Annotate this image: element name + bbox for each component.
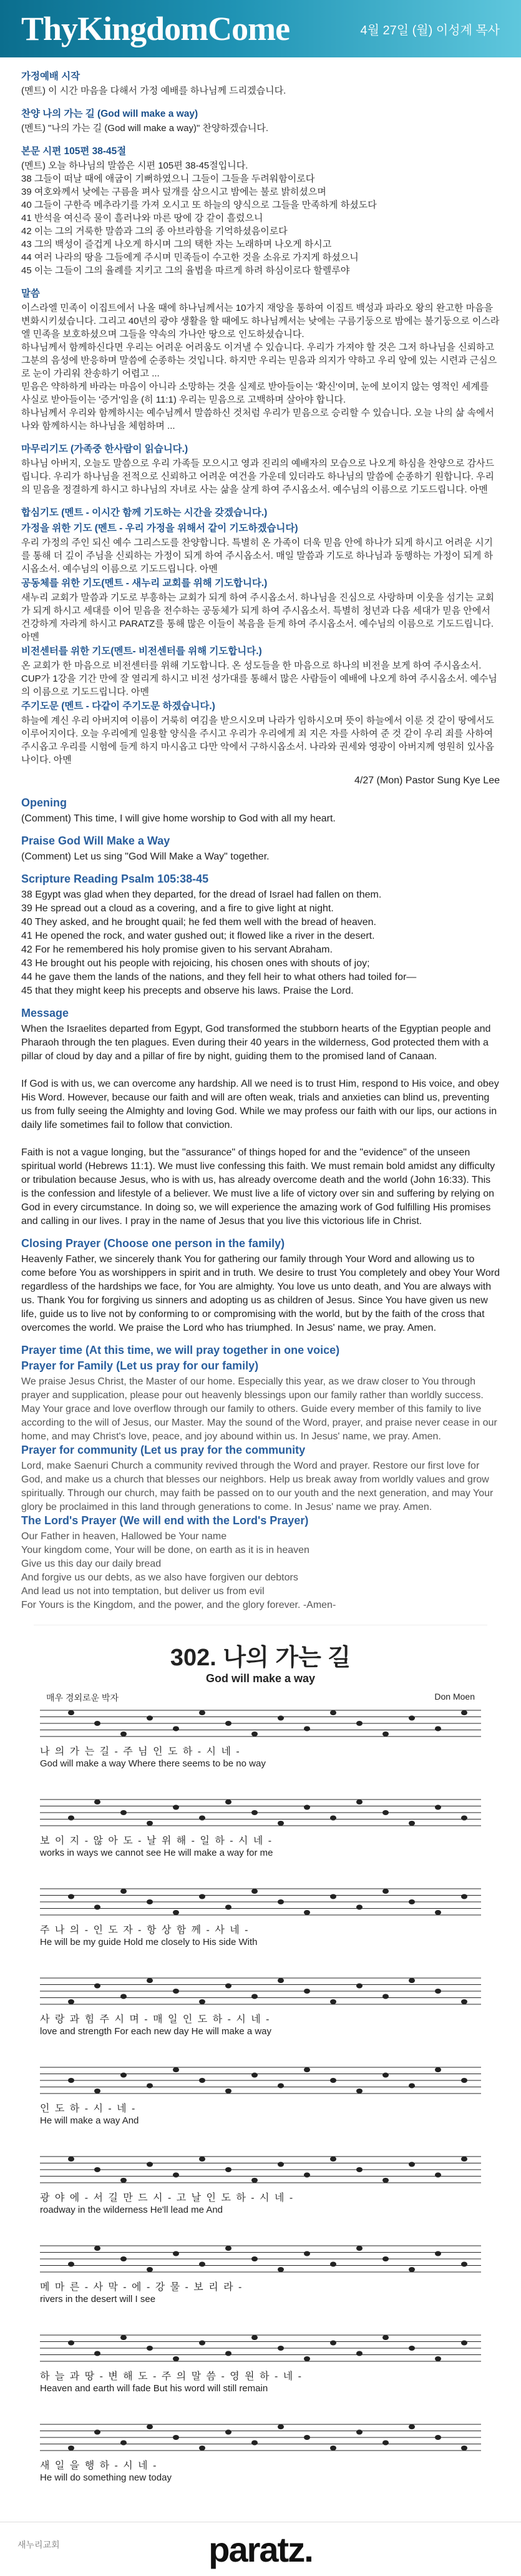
ko-community-prayer-title: 공동체를 위한 기도(멘트 - 새누리 교회를 위해 기도합니다.)	[21, 578, 268, 589]
en-praise	[21, 835, 500, 864]
note-head	[94, 2167, 100, 2172]
note-head	[330, 2157, 336, 2162]
note-head	[120, 2073, 127, 2078]
note-head	[461, 1710, 467, 1715]
lyric-english: love and strength For each new day He will make a way	[40, 2026, 272, 2037]
staff-svg	[40, 1886, 481, 1917]
header-banner	[0, 0, 521, 57]
church-logo: 새누리교회	[17, 2540, 60, 2550]
staff-system	[40, 2333, 481, 2422]
staff-svg	[40, 2333, 481, 2364]
note-head	[68, 1710, 74, 1715]
ko-praise	[21, 106, 500, 135]
note-head	[356, 1905, 363, 1910]
en-lords-prayer-title: The Lord's Prayer (We will end with the Lord's Prayer)	[21, 1514, 309, 1527]
note-head	[173, 2067, 179, 2072]
hymn-subtitle: God will make a way	[205, 1672, 316, 1685]
pastor-signature: 4/27 (Mon) Pastor Sung Kye Lee	[354, 775, 500, 786]
note-head	[330, 2078, 336, 2083]
note-head	[147, 2346, 153, 2351]
ko-prayer-text: 하나님 아버지, 오늘도 말씀으로 우리 가족들 모으시고 영과 진리의 예배자의 모습으로 나오게 하심을 찬양으로 감사드립니다. 우리가 하나님을 전적으로 신뢰하고 어려운 여건을 가운데 있더라도 하나님의 말씀에 순종하기 원합니다. 우리의 믿음을 정결하게 하시고 하나님의 자녀로 사는 삶을 살게 하여 주시옵소서. 예수님의 이름으로 기도드립니다. 아멘	[21, 458, 495, 495]
en-community-prayer-text: Lord, make Saenuri Church a community revived through the Word and prayer. Restore our first love for God, and make us a church that blesses our neighbors. Help us break away from worldly values and grow spiritually. Through our church, may faith be passed on to our youth and the next generation, and may Your glory be proclaimed in this land through generations to come. In Jesus' name we pray. Amen.	[21, 1461, 494, 1512]
staff-svg	[40, 1797, 481, 1828]
note-head	[382, 1994, 389, 1999]
ko-opening-text: (멘트) 이 시간 마음을 다해서 가정 예배를 하나님께 드리겠습니다.	[21, 86, 286, 96]
note-head	[120, 1731, 127, 1736]
note-head	[461, 2262, 467, 2267]
en-scripture-text: 38 Egypt was glad when they departed, for the dread of Israel had fallen on them. 39 He spread out a cloud as a covering, and a fire to give light at night. 40 They asked, and he brought quail; he fed them well with the bread of heaven. 41 He opened the rock, and water gushed out; it flowed like a river in the desert. 42 For he remembered his holy promise given to his servant Abraham. 43 He brought out his people with rejoicing, his chosen ones with shouts of joy; 44 he gave them the lands of the nations, and they fell heir to what others had toiled for— 45 that they might keep his precepts and observe his laws. Praise the Lord.	[21, 889, 417, 996]
ko-prayer	[21, 441, 500, 496]
staff-svg	[40, 1976, 481, 2007]
note-head	[251, 1889, 258, 1894]
note-head	[409, 2346, 415, 2351]
note-head	[199, 2341, 205, 2346]
ko-praise-title: 찬양 나의 가는 길 (God will make a way)	[21, 109, 198, 119]
en-opening-text: (Comment) This time, I will give home worship to God with all my heart.	[21, 813, 336, 824]
paratz-brand: paratz.	[208, 2529, 313, 2569]
note-head	[435, 1726, 441, 1731]
note-head	[68, 2446, 74, 2451]
ko-opening-title: 가정예배 시작	[21, 71, 80, 82]
note-head	[278, 1899, 284, 1904]
note-head	[409, 1899, 415, 1904]
note-head	[251, 1994, 258, 1999]
note-head	[435, 2435, 441, 2440]
note-head	[120, 2178, 127, 2183]
note-head	[382, 1810, 389, 1815]
staff-svg	[40, 2065, 481, 2096]
note-head	[435, 1989, 441, 1994]
note-head	[356, 2246, 363, 2251]
note-head	[304, 1989, 310, 1994]
lyric-korean: 메 마 른 - 사 막 - 에 - 강 물 - 보 리 라 -	[40, 2282, 243, 2293]
note-head	[147, 1978, 153, 1983]
note-head	[278, 2424, 284, 2429]
lyric-korean: 주 나 의 - 인 도 자 - 항 상 함 께 - 사 네 -	[40, 1925, 250, 1936]
note-head	[461, 2157, 467, 2162]
lyric-english: He will be my guide Hold me closely to His side With	[40, 1937, 258, 1947]
note-head	[68, 1999, 74, 2004]
site-title: ThyKingdomCome	[21, 10, 290, 47]
en-message	[21, 1007, 500, 1228]
note-head	[68, 1816, 74, 1821]
en-closing-title: Closing Prayer (Choose one person in the family)	[21, 1237, 285, 1250]
note-head	[356, 1984, 363, 1989]
note-head	[225, 2246, 231, 2251]
note-head	[199, 2446, 205, 2451]
note-head	[409, 2162, 415, 2167]
note-head	[278, 1978, 284, 1983]
note-head	[409, 1821, 415, 1826]
note-head	[251, 2441, 258, 2446]
lyric-korean: 하 늘 과 땅 - 변 해 도 - 주 의 말 씀 - 영 원 하 - 네 -	[40, 2371, 303, 2382]
note-head	[251, 2178, 258, 2183]
note-head	[147, 2084, 153, 2089]
note-head	[330, 1999, 336, 2004]
en-family-prayer-title: Prayer for Family (Let us pray for our family)	[21, 1359, 259, 1372]
note-head	[304, 1726, 310, 1731]
note-head	[356, 1800, 363, 1805]
ko-message-title: 말씀	[21, 288, 40, 299]
en-praise-text: (Comment) Let us sing "God Will Make a Way" together.	[21, 851, 270, 862]
ko-praise-text: (멘트) "나의 가는 길 (God will make a way)" 찬양하겠습니다.	[21, 123, 269, 134]
en-opening	[21, 796, 500, 826]
lyric-korean: 인 도 하 - 시 - 네 -	[40, 2103, 137, 2114]
en-closing	[21, 1237, 500, 1335]
ko-message-text: 이스라엘 민족이 이집트에서 나올 때에 하나님께서는 10가지 재앙을 통하여 이집트 백성과 파라오 왕의 완고한 마음을 변화시키셨습니다. 그리고 40년의 광야 생활을 할 때에도 하나님께서는 낮에는 구름기둥으로 밤에는 불기둥으로 이스라엘 민족을 보호하셨으며 그들을 약속의 가나안 땅으로 인도하셨습니다. 하나님께서 함께하신다면 우리는 어려운 어려움도 이겨낼 수 있습니다. 우리가 가져야 할 것은 그저 하나님을 신뢰하고 그분의 음성에 반응하며 말씀에 순종하는 것입니다. 하지만 우리는 믿음과 의지가 약하고 우리 앞에 있는 시련과 근심으로 눈이 가리워 찬송하기 어렵고 ... 믿음은 약하하게 바라는 마음이 아니라 소망하는 것을 실제로 받아들이는 '확신'이며, 눈에 보이지 않는 영적인 세계를 사실로 받아들이는 '증거'임을 (히 11:1) 우리는 믿음으로 고백하며 살아야 합니다. 하나님께서 우리와 함께하시는 예수님께서 말씀하신 것처럼 우리가 믿음으로 승리할 수 있습니다. 오늘 나의 삶 속에서 나와 함께하시는 하나님을 체험하며 ...	[21, 303, 500, 431]
note-head	[435, 1805, 441, 1810]
note-head	[435, 2356, 441, 2361]
note-head	[120, 1889, 127, 1894]
ko-scripture-text: (멘트) 오늘 하나님의 말씀은 시편 105편 38-45절입니다. 38 그들이 떠날 때에 애굽이 기뻐하였으니 그들이 그들을 두려워함이로다 39 여호와께서 낮에는 구름을 펴사 덮개를 삼으시고 밤에는 불로 밝히셨으며 40 그들이 구한즉 메추라기를 가져 오시고 또 하늘의 양식으로 그들을 만족하게 하셨도다 41 반석을 여신즉 물이 흘러나와 마른 땅에 강 같이 흘렀으니 42 이는 그의 거룩한 말씀과 그의 종 아브라함을 기억하셨음이로다 43 그의 백성이 즐겁게 나오게 하시며 그의 택한 자는 노래하며 나오게 하시고 44 여러 나라의 땅을 그들에게 주시며 민족들이 수고한 것을 소유로 가지게 하셨으니 45 이는 그들이 그의 율례를 지키고 그의 율법을 따르게 하려 하심이로다 할렐루야	[21, 160, 377, 276]
note-head	[435, 2173, 441, 2178]
note-head	[278, 2346, 284, 2351]
note-head	[173, 2435, 179, 2440]
ko-opening	[21, 69, 500, 97]
note-head	[382, 1889, 389, 1894]
note-head	[278, 2084, 284, 2089]
staff-system	[40, 2243, 481, 2333]
en-together-title: Prayer time (At this time, we will pray together in one voice)	[21, 1344, 340, 1356]
ko-community-prayer-text: 새누리 교회가 말씀과 기도로 부흥하는 교회가 되게 하여 주시옵소서. 하나님을 진심으로 사랑하며 이웃을 섬기는 교회가 되게 하시고 세대를 이어 믿음을 전수하는 공동체가 되게 하여 주시옵소서. 특별히 청년과 다음 세대가 믿음 안에서 건강하게 자라게 하시고 PARATZ를 통해 많은 이들이 복음을 듣게 하여 주시옵소서. 예수님의 이름으로 기도드립니다. 아멘	[21, 592, 495, 642]
note-head	[94, 2430, 100, 2435]
ko-scripture	[21, 144, 500, 277]
en-lords-prayer-text: Our Father in heaven, Hallowed be Your name Your kingdom come, Your will be done, on earth as it is in heaven Give us this day our daily bread And forgive us our debts, as we also have forgiven our debtors And lead us not into temptation, but deliver us from evil For Yours is the Kingdom, and the power, and the glory forever. -Amen-	[21, 1531, 336, 1610]
note-head	[304, 1910, 310, 1915]
note-head	[173, 2173, 179, 2178]
note-head	[173, 1805, 179, 1810]
note-head	[251, 2073, 258, 2078]
note-head	[330, 1710, 336, 1715]
note-head	[94, 1721, 100, 1726]
en-together	[21, 1344, 500, 1612]
note-head	[225, 1905, 231, 1910]
note-head	[120, 2256, 127, 2261]
content	[0, 57, 521, 2511]
en-message-title: Message	[21, 1007, 69, 1019]
note-head	[173, 1726, 179, 1731]
hymn-title: 302. 나의 가는 길	[170, 1645, 351, 1671]
note-head	[147, 2162, 153, 2167]
staff-system	[40, 1708, 481, 1797]
staff-svg	[40, 2154, 481, 2185]
note-head	[304, 2067, 310, 2072]
note-head	[461, 2446, 467, 2451]
staff-system	[40, 2422, 481, 2511]
staff-system	[40, 2154, 481, 2243]
lyric-english: rivers in the desert will I see	[40, 2294, 156, 2304]
note-head	[461, 2341, 467, 2346]
note-head	[356, 2430, 363, 2435]
note-head	[225, 2351, 231, 2356]
note-head	[382, 2441, 389, 2446]
footer	[0, 2522, 521, 2576]
note-head	[278, 1821, 284, 1826]
note-head	[382, 2178, 389, 2183]
note-head	[147, 1821, 153, 1826]
header-date: 4월 27일 (월) 이성계 목사	[360, 23, 500, 37]
note-head	[382, 2335, 389, 2340]
ko-family-prayer-title: 가정을 위한 기도 (멘트 - 우리 가정을 위해서 같이 기도하겠습니다)	[21, 523, 298, 534]
ko-vision-prayer-text: 온 교회가 한 마음으로 비전센터를 위해 기도합니다. 온 성도들을 한 마음으로 하나의 비전을 보게 하여 주시옵소서. CUP가 1강을 기간 만에 잘 열리게 하시고 비전 성가대를 통해서 많은 사람들이 예배에 나오게 하여 주시옵소서. 예수님의 이름으로 기도드립니다. 아멘	[21, 660, 497, 697]
en-praise-title: Praise God Will Make a Way	[21, 835, 170, 847]
staff-system	[40, 1797, 481, 1886]
note-head	[409, 2267, 415, 2272]
note-head	[435, 2251, 441, 2256]
note-head	[461, 2078, 467, 2083]
note-head	[330, 1894, 336, 1899]
note-head	[330, 2341, 336, 2346]
note-head	[120, 2335, 127, 2340]
note-head	[330, 2446, 336, 2451]
note-head	[304, 2173, 310, 2178]
note-head	[225, 2430, 231, 2435]
lyric-english: roadway in the wilderness He'll lead me And	[40, 2205, 223, 2215]
staff-svg	[40, 2243, 481, 2275]
note-head	[147, 1716, 153, 1721]
note-head	[199, 1710, 205, 1715]
note-head	[94, 1905, 100, 1910]
en-family-prayer-text: We praise Jesus Christ, the Master of our home. Especially this year, as we draw closer to You through prayer and supplication, please pour out heavenly blessings upon our family rather than worldly success. May Your grace and love overflow through our family to others. Guide every member of this family to live according to the will of Jesus, our Master. May the sound of the Word, prayer, and praise never cease in our home, and may Christ's love, peace, and joy abound within us. In Jesus' name, we pray. Amen.	[21, 1376, 497, 1442]
note-head	[330, 1816, 336, 1821]
lyric-korean: 사 랑 과 힘 주 시 며 - 매 일 인 도 하 - 시 네 -	[40, 2014, 271, 2025]
note-head	[94, 2351, 100, 2356]
note-head	[330, 2262, 336, 2267]
lyric-english: works in ways we cannot see He will make a way for me	[40, 1848, 273, 1858]
staff-system	[40, 1886, 481, 1976]
note-head	[304, 1805, 310, 1810]
note-head	[251, 2335, 258, 2340]
lyric-english: Heaven and earth will fade But his word will still remain	[40, 2383, 268, 2394]
note-head	[199, 2262, 205, 2267]
note-head	[225, 1721, 231, 1726]
note-head	[120, 1810, 127, 1815]
ko-lords-prayer-text: 하늘에 계신 우리 아버지여 이름이 거룩히 여김을 받으시오며 나라가 임하시오며 뜻이 하늘에서 이룬 것 같이 땅에서도 이루어지이다. 오늘 우리에게 일용할 양식을 주시고 우리가 우리에게 죄 지은 자를 사하여 준 것 같이 우리 죄를 사하여 주시옵고 우리를 시험에 들게 하지 마시옵고 다만 악에서 구하시옵소서. 나라와 권세와 영광이 아버지께 영원히 있사옵나이다. 아멘	[21, 715, 495, 765]
note-head	[173, 2251, 179, 2256]
staff-lines	[34, 1708, 487, 2511]
note-head	[94, 2246, 100, 2251]
note-head	[356, 1721, 363, 1726]
note-head	[435, 1910, 441, 1915]
note-head	[409, 1716, 415, 1721]
note-head	[409, 2084, 415, 2089]
note-head	[199, 2078, 205, 2083]
en-community-prayer-title: Prayer for community (Let us pray for the community	[21, 1444, 306, 1456]
note-head	[278, 1716, 284, 1721]
note-head	[304, 2356, 310, 2361]
note-head	[382, 1731, 389, 1736]
staff-svg	[40, 1708, 481, 1739]
staff-system	[40, 1976, 481, 2065]
note-head	[68, 2262, 74, 2267]
en-opening-title: Opening	[21, 796, 67, 809]
note-head	[251, 2256, 258, 2261]
ko-together	[21, 505, 500, 766]
note-head	[199, 1894, 205, 1899]
note-head	[199, 1816, 205, 1821]
note-head	[382, 2073, 389, 2078]
en-message-text: When the Israelites departed from Egypt, God transformed the stubborn hearts of the Egyptian people and Pharaoh through the ten plagues. Even during their 40 years in the wilderness, God protected them with a pillar of cloud by day and a pillar of fire by night, guiding them to the promised land of Canaan. If God is with us, we can overcome any hardship. All we need is to trust Him, respond to His voice, and obey His Word. However, because our faith and will are often weak, trials and anxieties can blind us, preventing us from fully seeing the Almighty and loving God. While we may profess our faith with our lips, our actions in daily life sometimes fail to follow that conviction. Faith is not a vague longing, but the "assurance" of things hoped for and the "evidence" of the unseen spiritual world (Hebrews 11:1). We must live confessing this faith. We must remain bold amidst any difficulty or tribulation because Jesus, who is with us, has already overcome death and the world (John 16:33). This is the confession and lifestyle of a believer. We must live a life of victory over sin and suffering by relying on God in every circumstance. In doing so, we will experience the amazing work of God fulfilling His promises and calling in our lives. I pray in the name of Jesus that you live this victorious life in Christ.	[21, 1024, 499, 1227]
ko-message	[21, 286, 500, 433]
note-head	[461, 1894, 467, 1899]
note-head	[94, 2089, 100, 2094]
note-head	[278, 2267, 284, 2272]
note-head	[173, 1910, 179, 1915]
note-head	[461, 1816, 467, 1821]
note-head	[173, 2356, 179, 2361]
ko-prayer-title: 마무리기도 (가족중 한사람이 읽습니다.)	[21, 444, 188, 454]
note-head	[278, 2162, 284, 2167]
hymn-composer: Don Moen	[434, 1692, 475, 1702]
note-head	[251, 1810, 258, 1815]
note-head	[120, 2441, 127, 2446]
ko-lords-prayer-title: 주기도문 (멘트 - 다같이 주기도문 하겠습니다.)	[21, 701, 215, 712]
note-head	[225, 2167, 231, 2172]
hymn-meta	[46, 1692, 475, 1704]
lyric-korean: 보 이 지 - 않 아 도 - 날 위 해 - 일 하 - 시 네 -	[40, 1836, 273, 1846]
note-head	[199, 2157, 205, 2162]
note-head	[94, 1800, 100, 1805]
note-head	[251, 1731, 258, 1736]
en-closing-text: Heavenly Father, we sincerely thank You for gathering our family through Your Word and allowing us to come before You as worshippers in spirit and in truth. We desire to trust You completely and obey Your Word regardless of the hardships we face, for You are almighty. You love us unto death, and You are always with us. Thank You for forgiving us sinners and adopting us as children of Jesus. Since You have given us new life, guide us to live not by conforming to or compromising with the world, but by the faith of the cross that overcomes the world. We praise the Lord who has triumphed. In Jesus' name, we pray. Amen.	[21, 1254, 500, 1333]
note-head	[68, 2341, 74, 2346]
note-head	[68, 2078, 74, 2083]
note-head	[225, 1800, 231, 1805]
sheet-music	[34, 1625, 487, 2511]
note-head	[382, 2256, 389, 2261]
note-head	[225, 2089, 231, 2094]
hymn-tempo: 매우 경외로운 박자	[46, 1693, 119, 1703]
en-scripture-title: Scripture Reading Psalm 105:38-45	[21, 873, 209, 885]
ko-scripture-title: 본문 시편 105편 38-45절	[21, 146, 127, 157]
note-head	[147, 2424, 153, 2429]
note-head	[409, 2424, 415, 2429]
note-head	[199, 1999, 205, 2004]
note-head	[304, 2435, 310, 2440]
note-head	[147, 2267, 153, 2272]
note-head	[356, 2351, 363, 2356]
note-head	[304, 2251, 310, 2256]
note-head	[409, 1978, 415, 1983]
note-head	[94, 1984, 100, 1989]
note-head	[461, 1999, 467, 2004]
note-head	[68, 1894, 74, 1899]
note-head	[68, 2157, 74, 2162]
note-head	[173, 1989, 179, 1994]
note-head	[120, 1994, 127, 1999]
ko-vision-prayer-title: 비전센터를 위한 기도(멘트- 비전센터를 위해 기도합니다.)	[21, 646, 262, 657]
ko-together-title: 합심기도 (멘트 - 이시간 함께 기도하는 시간을 갖겠습니다.)	[21, 507, 268, 518]
lyric-korean: 새 일 을 행 하 - 시 네 -	[40, 2461, 158, 2471]
note-head	[356, 2089, 363, 2094]
en-scripture	[21, 873, 500, 998]
lyric-english: God will make a way Where there seems to be no way	[40, 1758, 266, 1769]
note-head	[147, 1899, 153, 1904]
lyric-english: He will make a way And	[40, 2115, 139, 2126]
lyric-korean: 나 의 가 는 길 - 주 님 인 도 하 - 시 네 -	[40, 1746, 241, 1757]
lyric-korean: 광 야 에 - 서 길 만 드 시 - 고 날 인 도 하 - 시 네 -	[40, 2193, 295, 2203]
note-head	[356, 2167, 363, 2172]
note-head	[225, 1984, 231, 1989]
lyric-english: He will do something new today	[40, 2472, 172, 2483]
note-head	[435, 2067, 441, 2072]
ko-family-prayer-text: 우리 가정의 주인 되신 예수 그리스도를 찬양합니다. 특별히 온 가족이 더욱 믿음 안에 하나가 되게 하시고 어려운 시기를 통해 더 깊이 주님을 신뢰하는 가정이 되게 하여 주시옵소서. 매일 말씀과 기도로 하나님과 동행하는 가정이 되게 하시옵소서. 예수님의 이름으로 기도드립니다. 아멘	[21, 537, 494, 574]
staff-svg	[40, 2422, 481, 2453]
staff-system	[40, 2065, 481, 2154]
